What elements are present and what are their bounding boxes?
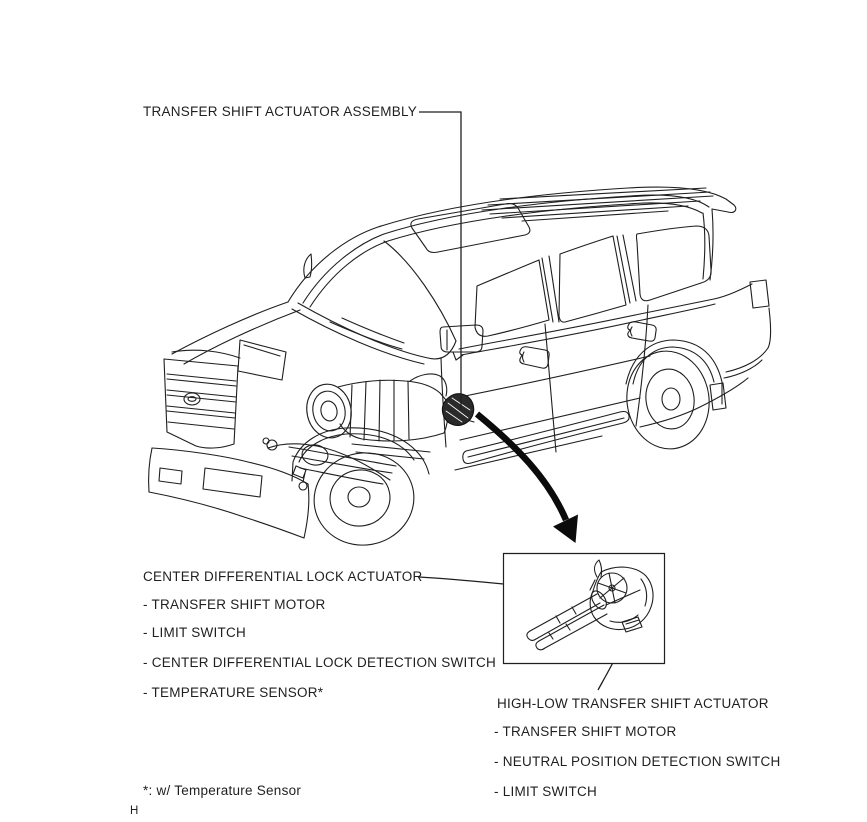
page-corner-mark: H: [130, 805, 139, 817]
car-rear: [640, 280, 771, 427]
door-handle-front: [520, 347, 549, 368]
temperature-sensor-footnote: *: w/ Temperature Sensor: [143, 783, 302, 798]
assembly-leader-line: [419, 112, 461, 410]
center-diff-item-lock-detection-switch: - CENTER DIFFERENTIAL LOCK DETECTION SWITCH: [143, 655, 497, 670]
center-diff-item-temperature-sensor: - TEMPERATURE SENSOR*: [143, 685, 324, 700]
brand-emblem: [184, 393, 200, 405]
car-windshield: [292, 241, 483, 364]
center-diff-item-transfer-shift-motor: - TRANSFER SHIFT MOTOR: [143, 597, 326, 612]
car-front-end: [149, 302, 309, 538]
actuator-on-vehicle: [442, 394, 473, 426]
high-low-item-neutral-position-switch: - NEUTRAL POSITION DETECTION SWITCH: [494, 754, 781, 769]
door-handle-rear: [628, 322, 656, 341]
assembly-callout-label: TRANSFER SHIFT ACTUATOR ASSEMBLY: [143, 104, 418, 119]
car-wheels: [292, 340, 722, 553]
vehicle-illustration: [149, 187, 771, 553]
high-low-item-transfer-shift-motor: - TRANSFER SHIFT MOTOR: [494, 724, 677, 739]
inset-detail-box: [504, 554, 665, 664]
center-diff-actuator-label: CENTER DIFFERENTIAL LOCK ACTUATOR: [143, 569, 423, 584]
high-low-actuator-label: HIGH-LOW TRANSFER SHIFT ACTUATOR: [497, 696, 769, 711]
high-low-item-limit-switch: - LIMIT SWITCH: [494, 784, 597, 799]
center-diff-item-limit-switch: - LIMIT SWITCH: [143, 625, 246, 640]
car-roof: [288, 187, 736, 307]
